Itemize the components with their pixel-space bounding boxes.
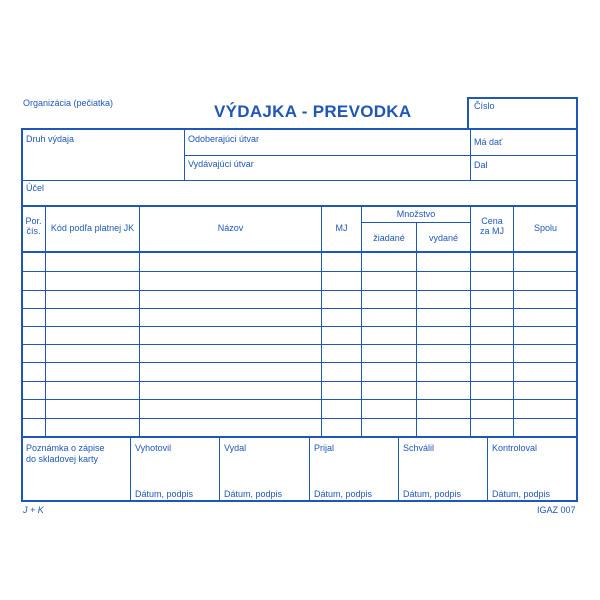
col-no-line1: Por. (25, 216, 42, 226)
checked-date-sign: Dátum, podpis (492, 489, 551, 499)
col-line-7 (513, 206, 514, 437)
col-line-2 (139, 206, 140, 437)
sign-divider-3 (309, 437, 310, 501)
col-quantity-label: Množstvo (396, 209, 436, 219)
col-no-line2: čís. (26, 226, 41, 236)
row-line (22, 308, 577, 309)
col-price-line2: za MJ (479, 226, 504, 236)
row-line (22, 362, 577, 363)
row-line (22, 344, 577, 345)
row-line (22, 290, 577, 291)
approved-label: Schválil (403, 443, 435, 453)
sign-divider-5 (487, 437, 488, 501)
form-title: VÝDAJKA - PREVODKA (214, 102, 412, 121)
sign-divider-1 (130, 437, 131, 501)
issue-type-label: Druh výdaja (26, 134, 75, 144)
received-label: Prijal (314, 443, 335, 453)
quantity-divider (361, 222, 471, 223)
row-line (22, 399, 577, 400)
table-bottom-line (22, 436, 577, 438)
col-price-line1: Cena (481, 216, 503, 226)
col-unit-label: MJ (335, 223, 348, 233)
header-bottom-line (22, 251, 577, 253)
organization-label: Organizácia (pečiatka) (23, 98, 114, 108)
issued-date-sign: Dátum, podpis (224, 489, 283, 499)
number-label: Číslo (474, 101, 495, 111)
prepared-label: Vyhotovil (135, 443, 172, 453)
info-divider-h2 (22, 180, 577, 181)
row-line (22, 271, 577, 272)
purpose-divider (22, 205, 577, 207)
col-line-5 (416, 223, 417, 437)
col-total-label: Spolu (533, 223, 558, 233)
col-price-label (471, 216, 513, 236)
col-code-label: Kód podľa platnej JK (50, 223, 135, 233)
received-date-sign: Dátum, podpis (314, 489, 373, 499)
approved-date-sign: Dátum, podpis (403, 489, 462, 499)
col-line-6 (470, 206, 471, 437)
form-code: IGAZ 007 (537, 505, 576, 515)
purpose-label: Účel (26, 183, 45, 193)
row-line (22, 326, 577, 327)
row-line (22, 418, 577, 419)
issuing-unit-label: Vydávajúci útvar (188, 159, 254, 169)
checked-label: Kontroloval (492, 443, 538, 453)
col-line-1 (45, 206, 46, 437)
stock-note-line2: do skladovej karty (26, 454, 99, 464)
stock-note-label (26, 443, 105, 465)
credit-label: Dal (474, 160, 488, 170)
col-issued-label: vydané (428, 233, 459, 243)
sign-divider-4 (398, 437, 399, 501)
col-line-3 (321, 206, 322, 437)
sign-divider-2 (219, 437, 220, 501)
receiving-unit-label: Odoberajúci útvar (188, 134, 260, 144)
prepared-date-sign: Dátum, podpis (135, 489, 194, 499)
col-requested-label: žiadané (373, 233, 405, 243)
stock-note-line1: Poznámka o zápise (26, 443, 105, 453)
col-no-label (22, 216, 45, 236)
issued-by-label: Vydal (224, 443, 247, 453)
info-divider-h1 (184, 155, 577, 156)
row-line (22, 381, 577, 382)
debit-label: Má dať (474, 137, 503, 147)
bottom-left-mark: J + K (23, 505, 44, 515)
col-name-label: Názov (217, 223, 244, 233)
